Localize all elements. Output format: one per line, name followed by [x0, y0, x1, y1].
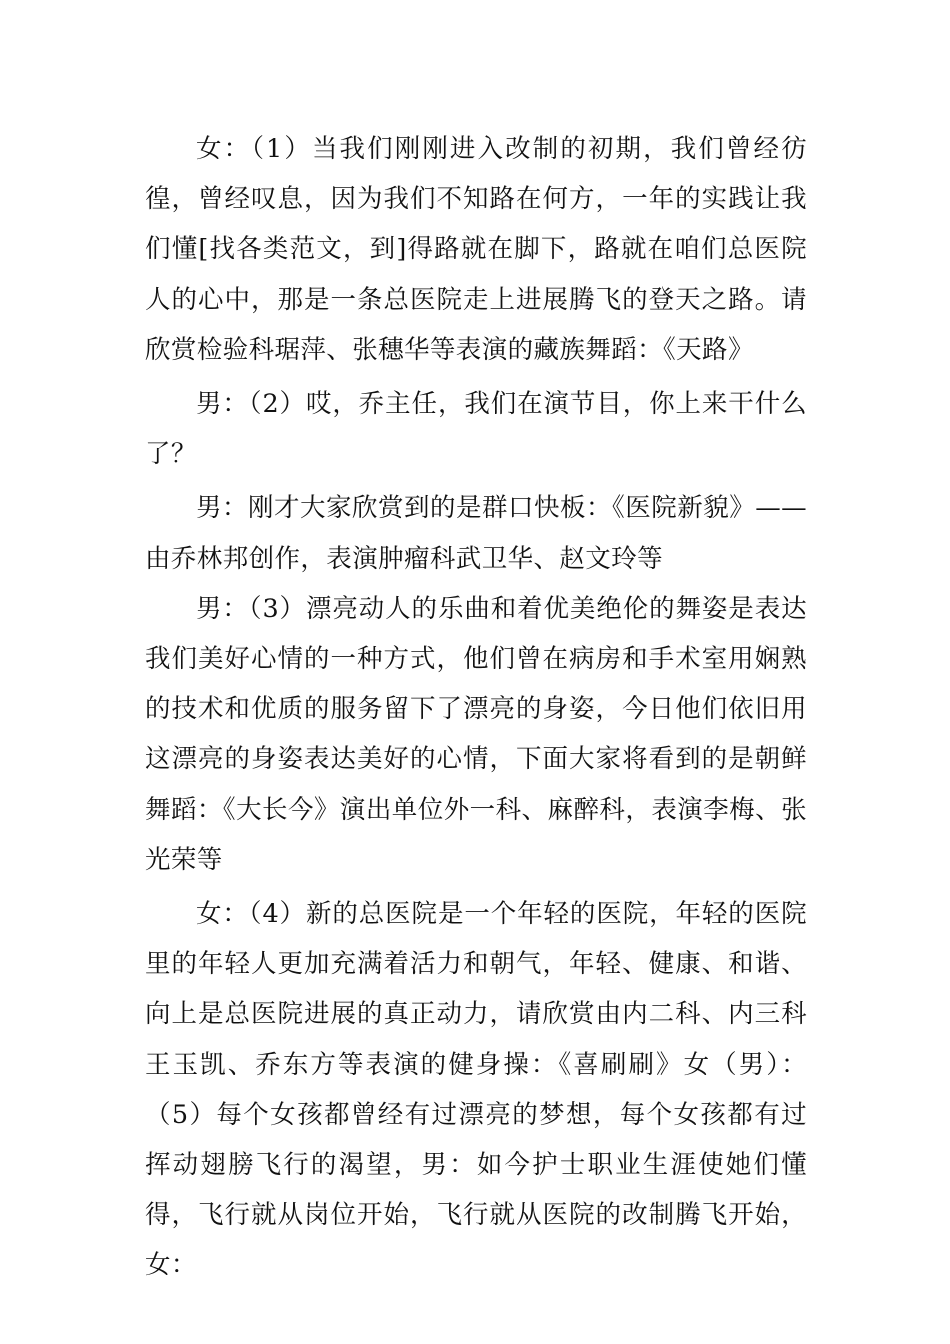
- paragraph-director-question: 男：（2）哎，乔主任，我们在演节目，你上来干什么了？: [145, 389, 807, 470]
- paragraph-fitness-and-nurses: 女：（4）新的总医院是一个年轻的医院，年轻的医院里的年轻人更加充满着活力和朝气，年轻、健康、和谐、向上是总医院进展的真正动力，请欣赏由内二科、内三科王玉凯、乔东方等表演的健身操：《喜刷刷》女（男）：（5）每个女孩都曾经有过漂亮的梦想，每个女孩都有过挥动翅膀飞行的渴望，男：如今护士职业生涯使她们懂得，飞行就从岗位开始，飞行就从医院的改制腾飞开始，女：: [145, 899, 807, 1281]
- document-body: [145, 124, 807, 1291]
- paragraph-tianlu-intro: 女：（1）当我们刚刚进入改制的初期，我们曾经彷徨，曾经叹息，因为我们不知路在何方，一年的实践让我们懂[找各类范文，到]得路就在脚下，路就在咱们总医院人的心中，那是一条总医院走上进展腾飞的登天之路。请欣赏检验科琚萍、张穗华等表演的藏族舞蹈：《天路》: [145, 134, 807, 365]
- paragraph-dachangjin-intro: 男：（3）漂亮动人的乐曲和着优美绝伦的舞姿是表达我们美好心情的一种方式，他们曾在病房和手术室用娴熟的技术和优质的服务留下了漂亮的身姿，今日他们依旧用这漂亮的身姿表达美好的心情，下面大家将看到的是朝鲜舞蹈：《大长今》演出单位外一科、麻醉科，表演李梅、张光荣等: [145, 593, 807, 875]
- paragraph-kuaiban-review: 男：刚才大家欣赏到的是群口快板：《医院新貌》——由乔林邦创作，表演肿瘤科武卫华、赵文玲等: [145, 493, 807, 574]
